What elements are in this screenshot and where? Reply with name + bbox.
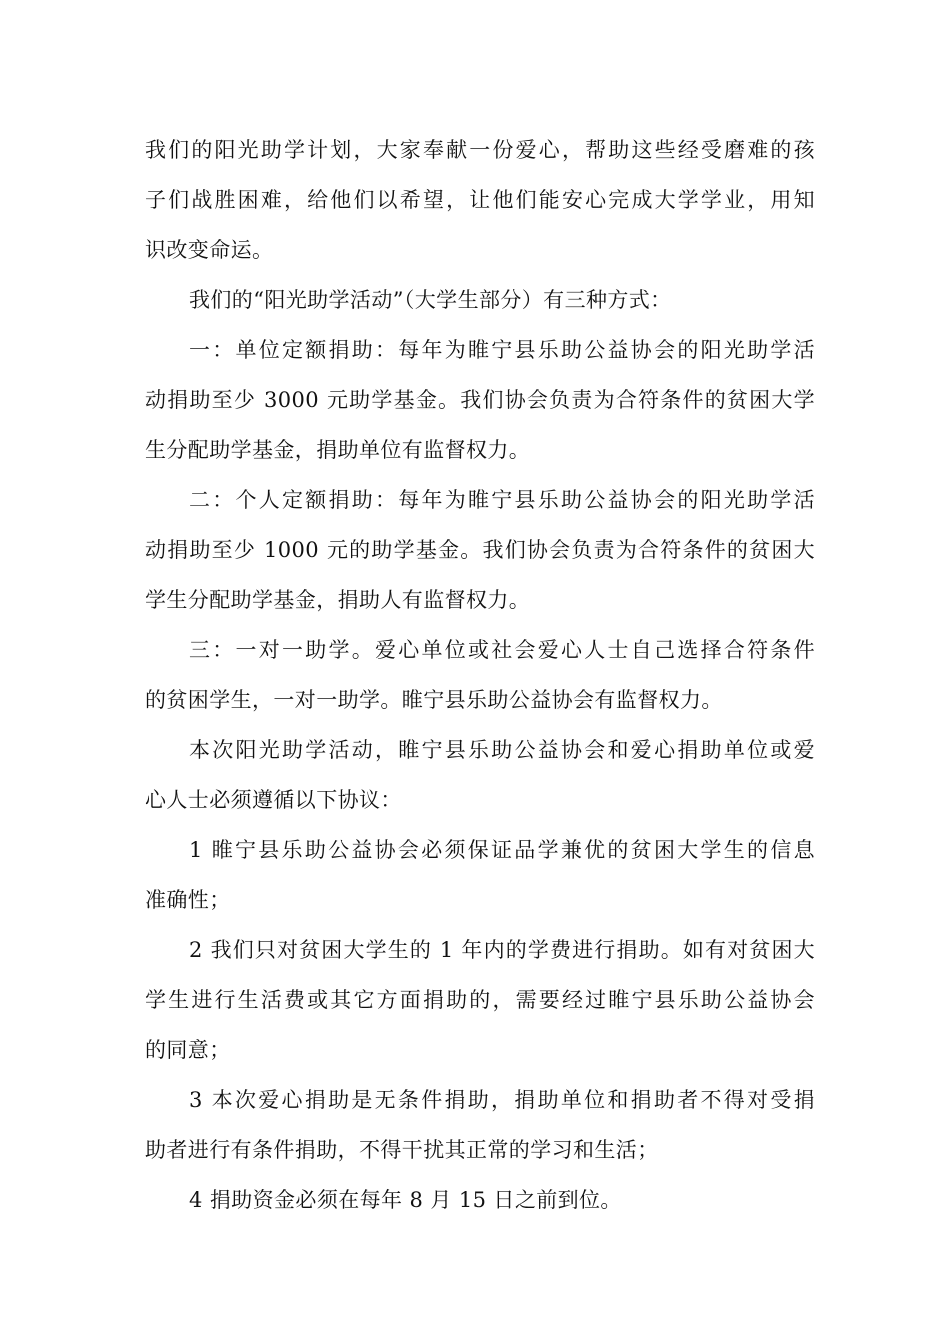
- text-line-1: 我们的阳光助学计划，大家奉献一份爱心，帮助这些经受磨难的孩: [145, 138, 815, 162]
- text-line-21: 助者进行有条件捐助，不得干扰其正常的学习和生活；: [145, 1138, 659, 1162]
- text-line-7: 生分配助学基金，捐助单位有监督权力。: [145, 438, 531, 462]
- text-line-20: 3 本次爱心捐助是无条件捐助，捐助单位和捐助者不得对受捐: [189, 1088, 815, 1112]
- text-line-17: 2 我们只对贫困大学生的 1 年内的学费进行捐助。如有对贫困大: [189, 938, 815, 962]
- text-line-4: 我们的“阳光助学活动”（大学生部分）有三种方式：: [189, 288, 672, 312]
- text-line-18: 学生进行生活费或其它方面捐助的，需要经过睢宁县乐助公益协会: [145, 988, 815, 1012]
- text-line-3: 识改变命运。: [145, 238, 274, 262]
- text-line-5: 一：单位定额捐助：每年为睢宁县乐助公益协会的阳光助学活: [189, 338, 815, 362]
- text-line-6: 动捐助至少 3000 元助学基金。我们协会负责为合符条件的贫困大学: [145, 388, 815, 412]
- text-line-2: 子们战胜困难，给他们以希望，让他们能安心完成大学学业，用知: [145, 188, 815, 212]
- text-line-12: 的贫困学生，一对一助学。睢宁县乐助公益协会有监督权力。: [145, 688, 723, 712]
- text-line-13: 本次阳光助学活动，睢宁县乐助公益协会和爱心捐助单位或爱: [189, 738, 815, 762]
- text-line-8: 二：个人定额捐助：每年为睢宁县乐助公益协会的阳光助学活: [189, 488, 815, 512]
- text-line-19: 的同意；: [145, 1038, 231, 1062]
- text-line-14: 心人士必须遵循以下协议：: [145, 788, 402, 812]
- text-line-15: 1 睢宁县乐助公益协会必须保证品学兼优的贫困大学生的信息: [189, 838, 815, 862]
- text-line-10: 学生分配助学基金，捐助人有监督权力。: [145, 588, 531, 612]
- text-line-11: 三：一对一助学。爱心单位或社会爱心人士自己选择合符条件: [189, 638, 815, 662]
- text-line-9: 动捐助至少 1000 元的助学基金。我们协会负责为合符条件的贫困大: [145, 538, 815, 562]
- text-line-22: 4 捐助资金必须在每年 8 月 15 日之前到位。: [189, 1188, 622, 1212]
- text-line-16: 准确性；: [145, 888, 231, 912]
